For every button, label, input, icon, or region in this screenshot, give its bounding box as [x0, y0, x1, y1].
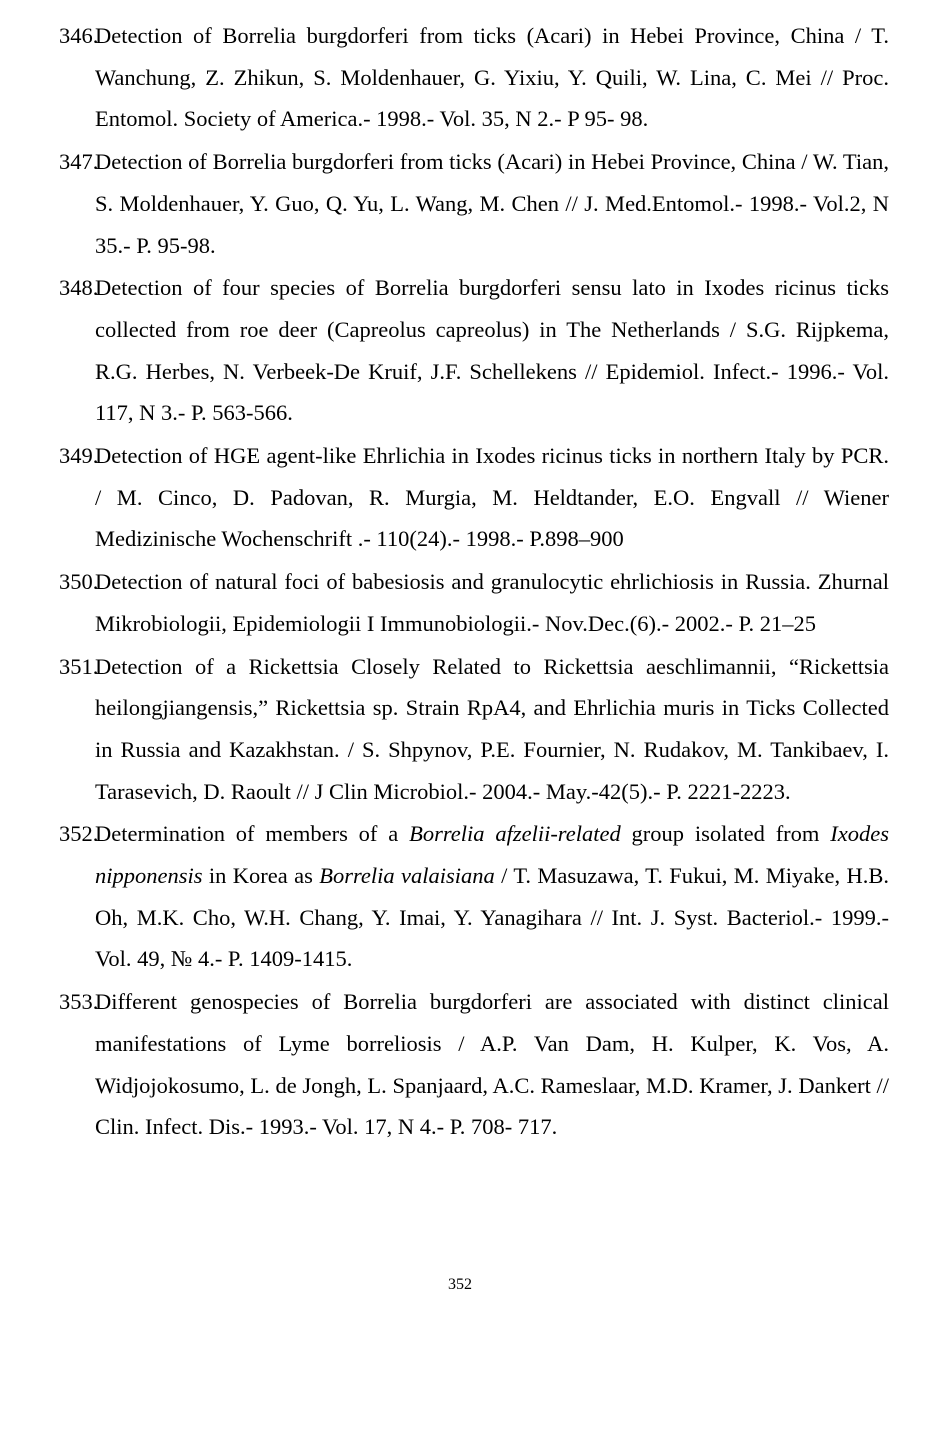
reference-text [95, 569, 889, 636]
reference-text-segment: Determination of members of a [95, 821, 410, 847]
reference-italic-text: Borrelia valaisiana [319, 863, 495, 889]
reference-text-segment: Detection of four species of Borrelia burgdorferi sensu lato in Ixodes ricinus ticks collected from roe deer (Capreolus capreolus) in The Netherlands / S.G. Rijpkema, R.G. Herbes, N. Verbeek-De Kruif, J.F. Schellekens // Epidemiol. Infect.- 1996.- Vol. 117, N 3.- P. 563-566. [95, 275, 889, 426]
reference-number: 347. [59, 149, 99, 175]
reference-text-segment: Detection of Borrelia burgdorferi from ticks (Acari) in Hebei Province, China / T. Wanchung, Z. Zhikun, S. Moldenhauer, G. Yixiu, Y. Quili, W. Lina, C. Mei // Proc. Entomol. Society of America.- 1998.- Vol. 35, N 2.- P 95- 98. [95, 23, 889, 132]
reference-entry [59, 435, 889, 560]
reference-number: 350. [59, 569, 99, 595]
reference-text [95, 443, 889, 551]
reference-entry [59, 813, 889, 980]
reference-number: 351. [59, 653, 99, 679]
reference-text [95, 989, 889, 1139]
reference-text-segment: Different genospecies of Borrelia burgdorferi are associated with distinct clinical manifestations of Lyme borreliosis / A.P. Van Dam, H. Kulper, K. Vos, A. Widjojokosumo, L. de Jongh, L. Spanjaard, A.C. Rameslaar, M.D. Kramer, J. Dankert // Clin. Infect. Dis.- 1993.- Vol. 17, N 4.- P. 708- 717. [95, 989, 889, 1140]
reference-text-segment: Detection of natural foci of babesiosis and granulocytic ehrlichiosis in Russia. Zhurnal Mikrobiologii, Epidemiologii I Immunobiologii.- Nov.Dec.(6).- 2002.- P. 21–25 [95, 569, 889, 636]
reference-number: 346. [59, 23, 99, 48]
reference-entry [59, 141, 889, 266]
reference-text [95, 149, 889, 257]
reference-text [95, 23, 889, 131]
reference-text [95, 821, 889, 971]
reference-number: 353. [59, 989, 99, 1015]
reference-text-segment: in Korea as [202, 863, 320, 889]
reference-text-segment: Detection of a Rickettsia Closely Related to Rickettsia aeschlimannii, “Rickettsia heilongjiangensis,” Rickettsia sp. Strain RpA4, and Ehrlichia muris in Ticks Collected in Russia and Kazakhstan. / S. Shpynov, P.E. Fournier, N. Rudakov, M. Tankibaev, I. Tarasevich, D. Raoult // J Clin Microbiol.- 2004.- May.-42(5).- P. 2221-2223. [95, 653, 889, 804]
page-number: 352 [448, 1276, 472, 1293]
reference-entry [59, 981, 889, 1148]
reference-number: 352. [59, 821, 99, 847]
reference-text-segment: Detection of Borrelia burgdorferi from ticks (Acari) in Hebei Province, China / W. Tian, S. Moldenhauer, Y. Guo, Q. Yu, L. Wang, M. Chen // J. Med.Entomol.- 1998.- Vol.2, N 35.- P. 95-98. [95, 149, 889, 258]
reference-number: 349. [59, 443, 99, 469]
reference-text-segment: / T. Masuzawa, T. Fukui, M. Miyake, H.B. Oh, M.K. Cho, W.H. Chang, Y. Imai, Y. Yanagihara // Int. J. Syst. Bacteriol.- 1999.- Vol. 49, № 4.- P. 1409-1415. [95, 863, 889, 972]
reference-list [59, 15, 889, 1148]
reference-italic-text: Ixodes nipponensis [95, 821, 889, 889]
reference-text-segment: Detection of HGE agent-like Ehrlichia in Ixodes ricinus ticks in northern Italy by PCR. / M. Cinco, D. Padovan, R. Murgia, M. Heldtander, E.O. Engvall // Wiener Medizinische Wochenschrift .- 110(24).- 1998.- P.898–900 [95, 443, 889, 552]
reference-entry [59, 561, 889, 644]
reference-text-segment: group isolated from [620, 821, 831, 847]
reference-italic-text: Borrelia afzelii-related [409, 821, 621, 847]
reference-entry [59, 15, 889, 140]
reference-number: 348. [59, 275, 99, 301]
reference-text [95, 275, 889, 425]
reference-entry [59, 267, 889, 434]
reference-entry [59, 646, 889, 813]
reference-text [95, 654, 889, 804]
